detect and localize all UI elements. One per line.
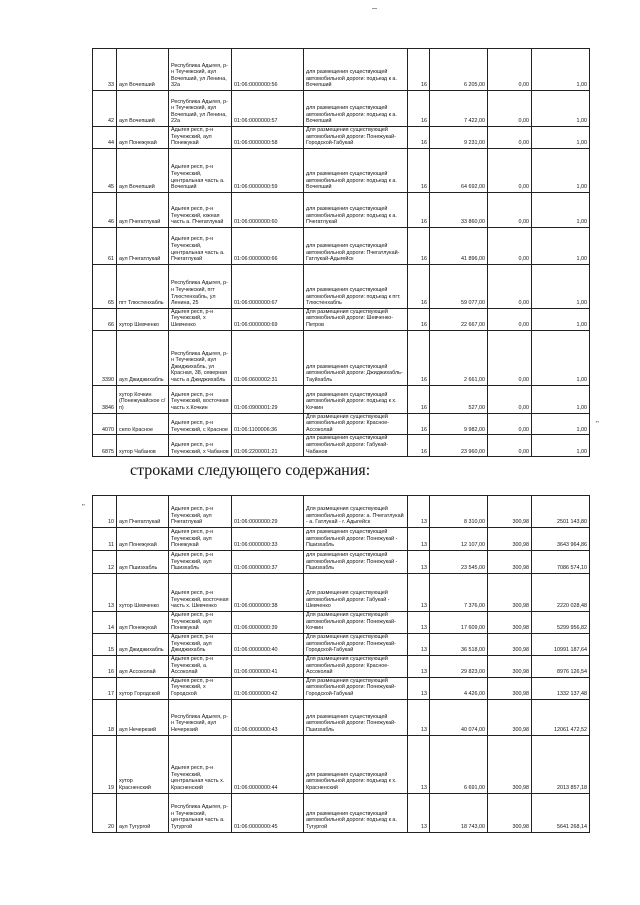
cell-purpose: для размещения существующей автомобильной дороги: подъезд к а. Пчегатлукай	[304, 192, 408, 227]
cell-purpose: для размещения существующей автомобильной дороги: Понежукай-Пшизхабль	[304, 699, 408, 735]
cell-area-value: 40 074,00	[430, 699, 488, 735]
cell-cadastral-number: 01:06:1100006:36	[232, 413, 304, 435]
cell-category-code: 16	[408, 330, 430, 385]
cell-category-code: 13	[408, 656, 430, 678]
cell-total-value: 2220 028,48	[532, 574, 590, 612]
cell-purpose: Для размещения существующей автомобильной дороги: Шевченко-Петров	[304, 308, 408, 330]
cell-area-value: 17 609,00	[430, 612, 488, 634]
cell-locality: аул Джиджихабль	[117, 634, 169, 656]
cell-rate-value: 0,00	[488, 330, 532, 385]
cell-total-value: 1,00	[532, 192, 590, 227]
cell-total-value: 1,00	[532, 127, 590, 149]
cell-category-code: 16	[408, 264, 430, 308]
cell-address: Адыгея респ, р-н Теучежский, южная часть а. Пчегатлукай	[169, 192, 232, 227]
cell-category-code: 13	[408, 793, 430, 832]
table-row	[93, 91, 590, 127]
cell-area-value: 23 545,00	[430, 551, 488, 574]
cell-cadastral-number: 01:06:0000000:59	[232, 148, 304, 192]
table-row	[93, 227, 590, 264]
cell-record-number: 3846	[93, 385, 117, 413]
cell-record-number: 10	[93, 496, 117, 528]
cell-locality: аул Понежукай	[117, 612, 169, 634]
cell-area-value: 2 661,00	[430, 330, 488, 385]
cell-locality: аул Пшизхабль	[117, 551, 169, 574]
cell-record-number: 17	[93, 677, 117, 699]
cell-record-number: 19	[93, 735, 117, 793]
cell-cadastral-number: 01:06:0000000:56	[232, 49, 304, 91]
cell-total-value: 1,00	[532, 49, 590, 91]
cell-record-number: 4070	[93, 413, 117, 435]
cell-category-code: 13	[408, 699, 430, 735]
cell-address: Адыгея респ, р-н Теучежский, восточная часть х.Кочкин	[169, 385, 232, 413]
cell-rate-value: 300,98	[488, 793, 532, 832]
cell-category-code: 13	[408, 677, 430, 699]
cell-cadastral-number: 01:06:0000000:57	[232, 91, 304, 127]
cell-record-number: 12	[93, 551, 117, 574]
cell-rate-value: 300,98	[488, 612, 532, 634]
cell-address: Адыгея респ, р-н Теучежский, аул Джиджихабль	[169, 634, 232, 656]
cell-address: Адыгея респ, р-н Теучежский, центральная часть а. Пчегатлукай	[169, 227, 232, 264]
cell-record-number: 6875	[93, 435, 117, 457]
cell-rate-value: 0,00	[488, 192, 532, 227]
cell-cadastral-number: 01:06:0000000:40	[232, 634, 304, 656]
cell-purpose: для размещения существующей автомобильной дороги: подъезд к а. Вочепший	[304, 91, 408, 127]
cell-area-value: 6 691,00	[430, 735, 488, 793]
cell-category-code: 13	[408, 551, 430, 574]
table-row	[93, 264, 590, 308]
cell-record-number: 46	[93, 192, 117, 227]
cell-purpose: для размещения существующей автомобильной дороги: Джиджихабль-Тауйхабль	[304, 330, 408, 385]
cell-locality: аул Нечерезий	[117, 699, 169, 735]
cell-area-value: 8 310,00	[430, 496, 488, 528]
cell-cadastral-number: 01:06:0000000:58	[232, 127, 304, 149]
table-row	[93, 793, 590, 832]
cell-address: Республика Адыгея, р-н Теучежский, аул Вочепший, ул Ленина, 32а	[169, 49, 232, 91]
cell-total-value: 1,00	[532, 413, 590, 435]
cell-total-value: 1,00	[532, 385, 590, 413]
cell-category-code: 13	[408, 496, 430, 528]
cell-cadastral-number: 01:06:0000000:42	[232, 677, 304, 699]
cell-cadastral-number: 01:06:0000000:33	[232, 528, 304, 551]
cell-locality: аул Понежукай	[117, 127, 169, 149]
cell-purpose: для размещения существующей автомобильной дороги: Пчегатлукай-Гатлукай-Адыгейск	[304, 227, 408, 264]
cell-locality: село Красное	[117, 413, 169, 435]
cell-locality: аул Пчегатлукай	[117, 496, 169, 528]
table-row	[93, 330, 590, 385]
table-row	[93, 551, 590, 574]
cell-total-value: 5641 268,14	[532, 793, 590, 832]
cell-locality: хутор Красненский	[117, 735, 169, 793]
cell-record-number: 20	[93, 793, 117, 832]
cell-rate-value: 300,98	[488, 735, 532, 793]
cell-rate-value: 300,98	[488, 656, 532, 678]
cell-cadastral-number: 01:06:0000000:67	[232, 264, 304, 308]
cell-cadastral-number: 01:06:0000000:41	[232, 656, 304, 678]
cell-cadastral-number: 01:06:0000000:69	[232, 308, 304, 330]
cell-cadastral-number: 01:06:2200001:21	[232, 435, 304, 457]
cell-purpose: Для размещения существующей автомобильной дороги: Понежукай-Кочкин	[304, 612, 408, 634]
cell-record-number: 14	[93, 612, 117, 634]
cell-record-number: 33	[93, 49, 117, 91]
cell-purpose: Для размещения существующей автомобильной дороги: Красное-Ассоколай	[304, 656, 408, 678]
cell-record-number: 61	[93, 227, 117, 264]
cell-address: Адыгея респ, р-н Теучежский, центральная часть х. Красненский	[169, 735, 232, 793]
cell-purpose: Для размещения существующей автомобильной дороги: Габукай - Шевченко	[304, 574, 408, 612]
cell-record-number: 3390	[93, 330, 117, 385]
cell-total-value: 2013 857,18	[532, 735, 590, 793]
table-row	[93, 385, 590, 413]
cell-address: Адыгея респ, р-н Теучежский, аул Понежукай	[169, 127, 232, 149]
closing-quote-mark: "	[596, 420, 599, 428]
cell-total-value: 1,00	[532, 91, 590, 127]
cell-cadastral-number: 01:06:0000000:37	[232, 551, 304, 574]
table-row	[93, 677, 590, 699]
cell-category-code: 16	[408, 127, 430, 149]
cell-cadastral-number: 01:06:0000000:44	[232, 735, 304, 793]
cell-area-value: 6 205,00	[430, 49, 488, 91]
cell-cadastral-number: 01:06:0000000:66	[232, 227, 304, 264]
cell-total-value: 1,00	[532, 308, 590, 330]
cell-area-value: 41 896,00	[430, 227, 488, 264]
cell-locality: аул Пчегатлукай	[117, 227, 169, 264]
new-records-table	[92, 495, 590, 833]
cell-total-value: 3643 964,86	[532, 528, 590, 551]
cell-rate-value: 300,98	[488, 677, 532, 699]
cell-purpose: для размещения существующей автомобильной дороги: подъезд к х. Красненский	[304, 735, 408, 793]
cell-category-code: 13	[408, 735, 430, 793]
cell-purpose: для размещения существующей автомобильной дороги: Габукай-Чабанов	[304, 435, 408, 457]
cell-rate-value: 300,98	[488, 574, 532, 612]
cell-locality: аул Джиджихабль	[117, 330, 169, 385]
cell-purpose: для размещения существующей автомобильной дороги: Понежукай - Пшизхабль	[304, 551, 408, 574]
cell-total-value: 8976 126,54	[532, 656, 590, 678]
cell-total-value: 7086 574,10	[532, 551, 590, 574]
cell-locality: хутор Шевченко	[117, 308, 169, 330]
cell-cadastral-number: 01:06:0600002:31	[232, 330, 304, 385]
page-dash-mark	[372, 8, 377, 9]
cell-purpose: Для размещения существующей автомобильной дороги: Понежукай-Городской-Габукай	[304, 127, 408, 149]
cell-locality: хутор Кочкин (Понежукайское с/п)	[117, 385, 169, 413]
cell-area-value: 9 982,00	[430, 413, 488, 435]
table-row	[93, 127, 590, 149]
cell-purpose: Для размещения существующей автомобильной дороги: а. Пчегатлукай - а. Гатлукай - г. Адыгейск	[304, 496, 408, 528]
cell-category-code: 16	[408, 413, 430, 435]
cell-area-value: 29 823,00	[430, 656, 488, 678]
table-row	[93, 435, 590, 457]
table-row	[93, 656, 590, 678]
cell-record-number: 45	[93, 148, 117, 192]
cell-purpose: для размещения существующей автомобильной дороги: подъезд к а. Вочепший	[304, 49, 408, 91]
cell-address: Адыгея респ, р-н Теучежский, аул Пчегатлукай	[169, 496, 232, 528]
cell-record-number: 15	[93, 634, 117, 656]
cell-locality: аул Тугургой	[117, 793, 169, 832]
table-row	[93, 413, 590, 435]
table-row	[93, 699, 590, 735]
table-row	[93, 574, 590, 612]
cell-rate-value: 0,00	[488, 308, 532, 330]
cell-address: Адыгея респ, р-н Теучежский, центральная часть а. Вочепший	[169, 148, 232, 192]
cell-locality: хутор Шевченко	[117, 574, 169, 612]
cell-rate-value: 0,00	[488, 127, 532, 149]
cell-category-code: 16	[408, 308, 430, 330]
cell-category-code: 16	[408, 148, 430, 192]
cell-rate-value: 0,00	[488, 227, 532, 264]
cell-total-value: 1,00	[532, 435, 590, 457]
cell-purpose: для размещения существующей автомобильной дороги: подъезд к а. Тугургой	[304, 793, 408, 832]
cell-total-value: 1,00	[532, 227, 590, 264]
cell-purpose: Для размещения существующей автомобильной дороги: Красное-Ассоколай	[304, 413, 408, 435]
cell-rate-value: 300,98	[488, 699, 532, 735]
cell-area-value: 64 692,00	[430, 148, 488, 192]
cell-address: Республика Адыгея, р-н Теучежский, аул Нечерезий	[169, 699, 232, 735]
cell-area-value: 527,00	[430, 385, 488, 413]
cell-record-number: 44	[93, 127, 117, 149]
cell-cadastral-number: 01:06:0000000:60	[232, 192, 304, 227]
cell-rate-value: 0,00	[488, 385, 532, 413]
cell-total-value: 5299 956,82	[532, 612, 590, 634]
cell-total-value: 2501 143,80	[532, 496, 590, 528]
cell-rate-value: 300,98	[488, 634, 532, 656]
cell-rate-value: 0,00	[488, 264, 532, 308]
cell-area-value: 4 426,00	[430, 677, 488, 699]
cell-category-code: 16	[408, 49, 430, 91]
cell-cadastral-number: 01:06:0000000:39	[232, 612, 304, 634]
cell-area-value: 33 860,00	[430, 192, 488, 227]
cell-area-value: 36 518,00	[430, 634, 488, 656]
cell-locality: аул Вочепший	[117, 148, 169, 192]
cell-record-number: 65	[93, 264, 117, 308]
table-row	[93, 148, 590, 192]
cell-record-number: 18	[93, 699, 117, 735]
cell-rate-value: 0,00	[488, 91, 532, 127]
cell-address: Республика Адыгея, р-н Теучежский, пгт Тлюстенхабль, ул Ленина, 25	[169, 264, 232, 308]
cell-address: Адыгея респ, р-н Теучежский, х Шевченко	[169, 308, 232, 330]
cell-locality: аул Вочепший	[117, 91, 169, 127]
cell-purpose: Для размещения существующей автомобильной дороги: Понежукай-Городской-Габукай	[304, 634, 408, 656]
cell-record-number: 11	[93, 528, 117, 551]
table-row	[93, 612, 590, 634]
cell-record-number: 66	[93, 308, 117, 330]
cell-record-number: 13	[93, 574, 117, 612]
cell-record-number: 16	[93, 656, 117, 678]
cell-address: Адыгея респ, р-н Теучежский, аул Пшизхабль	[169, 551, 232, 574]
cell-area-value: 23 960,00	[430, 435, 488, 457]
table-row	[93, 192, 590, 227]
cell-address: Адыгея респ, р-н Теучежский, с Красное	[169, 413, 232, 435]
cell-cadastral-number: 01:06:0000000:38	[232, 574, 304, 612]
cell-purpose: для размещения существующей автомобильной дороги: подъезд к х. Кочкин	[304, 385, 408, 413]
cell-area-value: 9 231,00	[430, 127, 488, 149]
cell-rate-value: 0,00	[488, 435, 532, 457]
table-row	[93, 308, 590, 330]
cell-area-value: 22 667,00	[430, 308, 488, 330]
cell-category-code: 13	[408, 612, 430, 634]
cell-total-value: 12061 472,52	[532, 699, 590, 735]
cell-area-value: 59 077,00	[430, 264, 488, 308]
cell-rate-value: 300,98	[488, 528, 532, 551]
cell-address: Республика Адыгея, р-н Теучежский, аул Вочепший, ул Ленина, 22а	[169, 91, 232, 127]
cell-locality: аул Пчегатлукай	[117, 192, 169, 227]
cell-category-code: 16	[408, 385, 430, 413]
cell-locality: хутор Чабанов	[117, 435, 169, 457]
cell-total-value: 1,00	[532, 330, 590, 385]
table-row	[93, 528, 590, 551]
cell-category-code: 13	[408, 528, 430, 551]
cell-total-value: 10991 187,64	[532, 634, 590, 656]
table-row	[93, 634, 590, 656]
cell-rate-value: 300,98	[488, 496, 532, 528]
cell-area-value: 7 422,00	[430, 91, 488, 127]
cell-rate-value: 0,00	[488, 49, 532, 91]
table-row	[93, 735, 590, 793]
continuation-heading: строками следующего содержания:	[130, 462, 371, 479]
cell-area-value: 12 107,00	[430, 528, 488, 551]
cell-purpose: Для размещения существующей автомобильной дороги: Понежукай-Городской-Габукай	[304, 677, 408, 699]
cell-purpose: для размещения существующей автомобильной дороги: Понежукай - Пшизхабль	[304, 528, 408, 551]
cell-category-code: 13	[408, 634, 430, 656]
cell-address: Республика Адыгея, р-н Теучежский, центральная часть а. Тугургой	[169, 793, 232, 832]
cell-rate-value: 0,00	[488, 148, 532, 192]
old-records-table	[92, 48, 590, 457]
cell-address: Адыгея респ, р-н Теучежский, х Городской	[169, 677, 232, 699]
table-row	[93, 496, 590, 528]
cell-cadastral-number: 01:06:0000000:29	[232, 496, 304, 528]
cell-area-value: 18 743,00	[430, 793, 488, 832]
cell-locality: аул Ассоколай	[117, 656, 169, 678]
cell-category-code: 16	[408, 192, 430, 227]
table-row	[93, 49, 590, 91]
opening-quote-mark: "	[82, 503, 85, 511]
cell-purpose: для размещения существующей автомобильной дороги: подъезд к пгт. Тлюстенхабль	[304, 264, 408, 308]
cell-address: Адыгея респ, р-н Теучежский, а. Ассоколай	[169, 656, 232, 678]
cell-locality: аул Вочепший	[117, 49, 169, 91]
cell-address: Адыгея респ, р-н Теучежский, аул Понежукай	[169, 528, 232, 551]
cell-total-value: 1,00	[532, 148, 590, 192]
cell-locality: пгт Тлюстенхабль	[117, 264, 169, 308]
cell-locality: аул Понежукай	[117, 528, 169, 551]
cell-locality: хутор Городской	[117, 677, 169, 699]
cell-record-number: 42	[93, 91, 117, 127]
cell-cadastral-number: 01:06:0000000:45	[232, 793, 304, 832]
cell-address: Адыгея респ, р-н Теучежский, восточная часть х. Шевченко	[169, 574, 232, 612]
cell-address: Республика Адыгея, р-н Теучежский, аул Джиджихабль, ул Красная, 38, северная часть а Джиджихабль	[169, 330, 232, 385]
cell-cadastral-number: 01:06:0900001:29	[232, 385, 304, 413]
cell-address: Адыгея респ, р-н Теучежский, х Чабанов	[169, 435, 232, 457]
cell-category-code: 13	[408, 574, 430, 612]
cell-total-value: 1,00	[532, 264, 590, 308]
cell-cadastral-number: 01:06:0000000:43	[232, 699, 304, 735]
cell-purpose: для размещения существующей автомобильной дороги: подъезд к а. Вочепший	[304, 148, 408, 192]
cell-category-code: 16	[408, 227, 430, 264]
cell-rate-value: 300,98	[488, 551, 532, 574]
cell-category-code: 16	[408, 91, 430, 127]
cell-address: Адыгея респ, р-н Теучежский, аул Понежукай	[169, 612, 232, 634]
cell-category-code: 16	[408, 435, 430, 457]
cell-total-value: 1332 137,48	[532, 677, 590, 699]
cell-rate-value: 0,00	[488, 413, 532, 435]
cell-area-value: 7 376,00	[430, 574, 488, 612]
